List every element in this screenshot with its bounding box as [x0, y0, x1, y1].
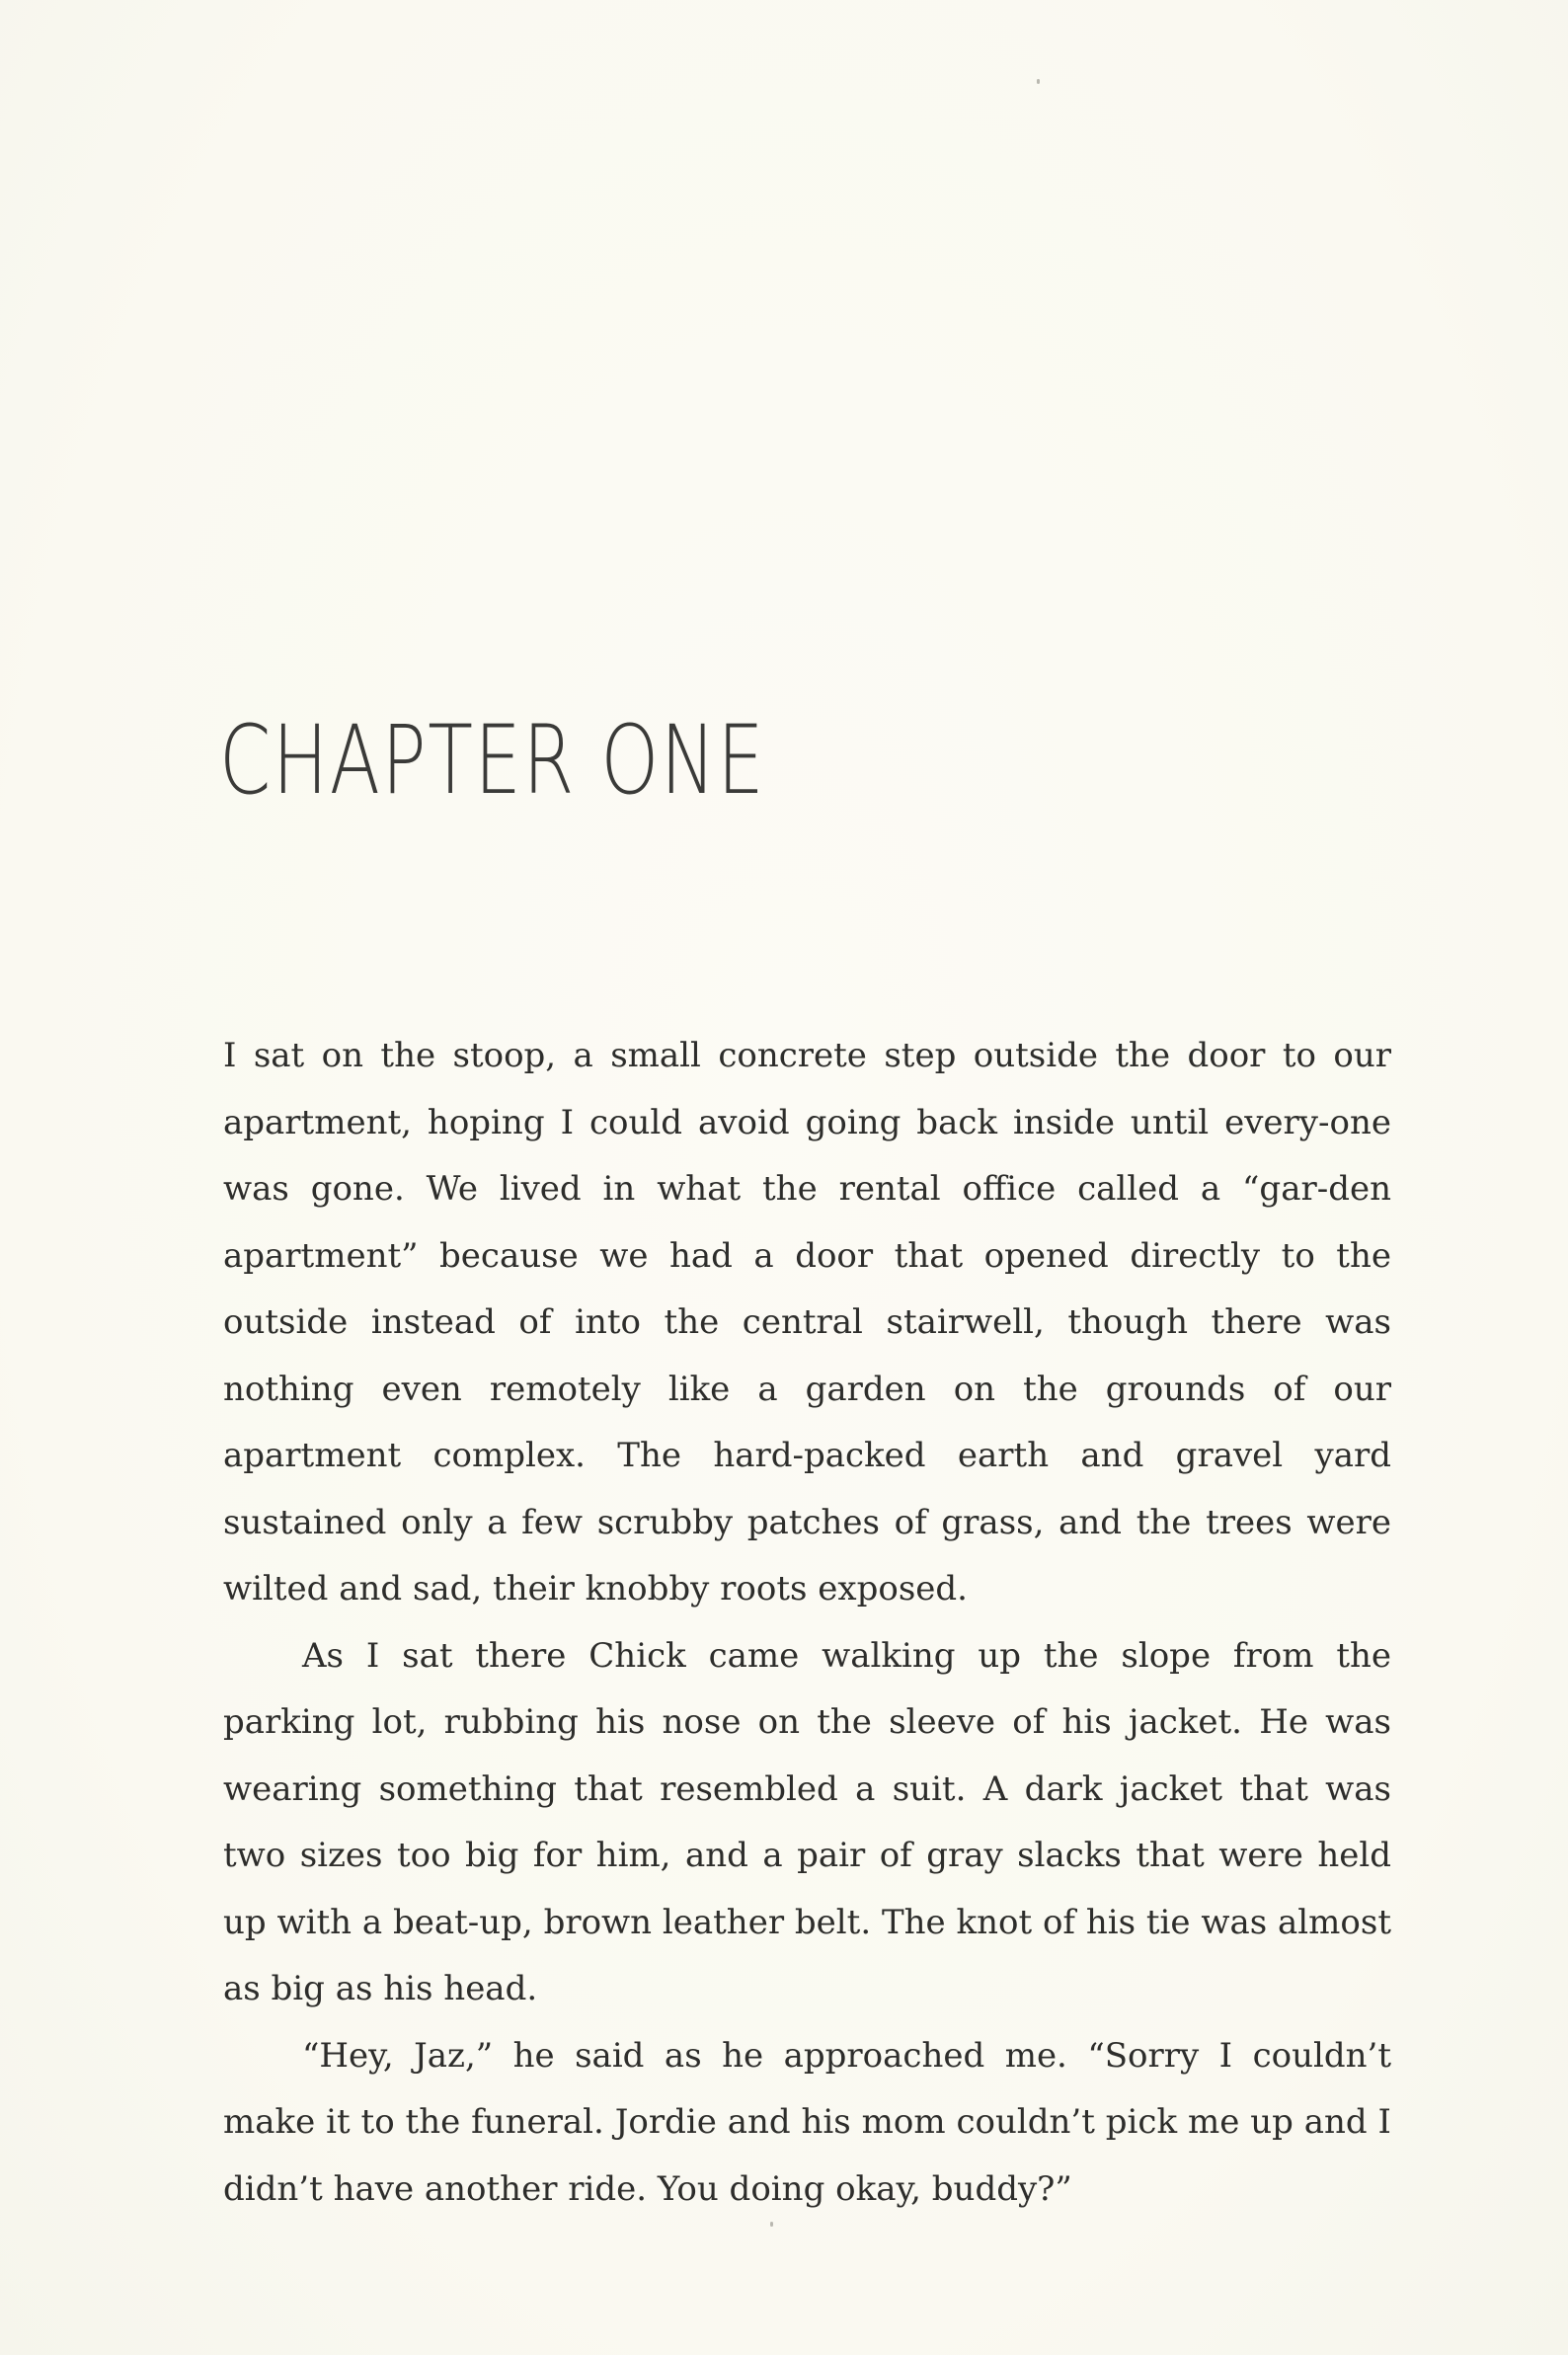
paper-speck: [1037, 79, 1040, 84]
paragraph: I sat on the stoop, a small concrete step outside the door to our apartment, hoping I could avoid going back inside until every-one was gone. We lived in what the rental office called a “gar-den apartment” because we had a door that opened directly to the outside instead of into the central stairwell, though there was nothing even remotely like a garden on the grounds of our apartment complex. The hard-packed earth and gravel yard sustained only a few scrubby patches of grass, and the trees were wilted and sad, their knobby roots exposed.: [223, 1036, 1391, 1609]
chapter-body: [223, 1023, 1391, 2223]
paragraph: “Hey, Jaz,” he said as he approached me. “Sorry I couldn’t make it to the funeral. Jordie and his mom couldn’t pick me up and I didn’t have another ride. You doing okay, buddy?”: [223, 2035, 1391, 2209]
paragraph: As I sat there Chick came walking up the slope from the parking lot, rubbing his nose on the sleeve of his jacket. He was wearing something that resembled a suit. A dark jacket that was two sizes too big for him, and a pair of gray slacks that were held up with a beat-up, brown leather belt. The knot of his tie was almost as big as his head.: [223, 1635, 1391, 2008]
chapter-title: CHAPTER ONE: [219, 705, 766, 816]
